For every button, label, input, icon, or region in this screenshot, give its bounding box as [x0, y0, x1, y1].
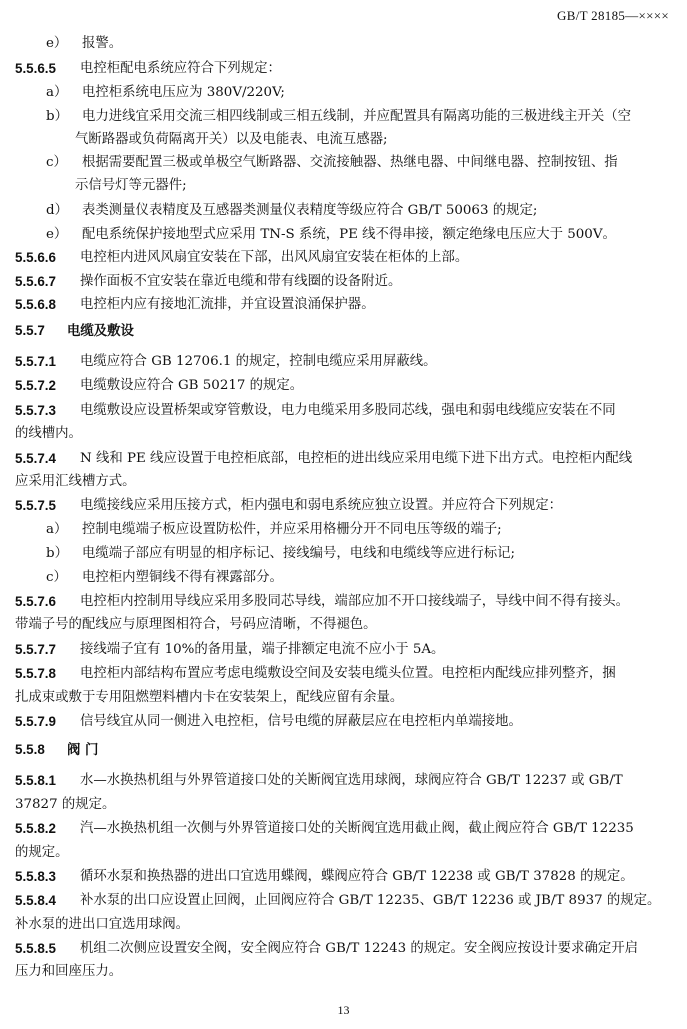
clause-text: 循环水泵和换热器的进出口宜选用蝶阀，蝶阀应符合 GB/T 12238 或 GB/T 37828 的规定。: [80, 869, 634, 884]
clause-number: 5.5.7.5: [15, 498, 56, 513]
document-id-header: GB/T 28185—××××: [557, 8, 669, 23]
clause-text: 37827 的规定。: [15, 797, 116, 812]
clause-text: 信号线宜从同一侧进入电控柜，信号电缆的屏蔽层应在电控柜内单端接地。: [80, 714, 522, 729]
clause-text: 的线槽内。: [15, 426, 82, 441]
section-title: 阀 门: [67, 742, 99, 758]
clause-text: 机组二次侧应设置安全阀，安全阀应符合 GB/T 12243 的规定。安全阀应按设计要求确定开启: [80, 941, 639, 956]
item-label: a）: [46, 85, 68, 100]
clause-number: 5.5.7.1: [15, 354, 56, 369]
clause-text: 汽—水换热机组一次侧与外界管道接口处的关断阀宜选用截止阀，截止阀应符合 GB/T 12235: [80, 821, 634, 836]
section-title: 电缆及敷设: [67, 323, 134, 339]
item-label: b）: [46, 546, 68, 561]
clause-number: 5.5.7.3: [15, 403, 56, 418]
clause-number: 5.5.8.2: [15, 821, 56, 836]
clause-number: 5.5.7.8: [15, 666, 56, 681]
clause-text: 电控柜配电系统应符合下列规定：: [80, 61, 281, 76]
clause-number: 5.5.8.5: [15, 941, 56, 956]
clause-text: 电缆应符合 GB 12706.1 的规定，控制电缆应采用屏蔽线。: [80, 354, 437, 369]
clause-text: 补水泵的出口应设置止回阀，止回阀应符合 GB/T 12235、GB/T 12236 或 JB/T 8937 的规定。: [80, 893, 661, 908]
item-text: 电缆端子部应有明显的相序标记、接线编号，电线和电缆线等应进行标记;: [82, 546, 516, 561]
clause-number: 5.5.7.6: [15, 594, 56, 609]
clause-text: 带端子号的配线应与原理图相符合，号码应清晰，不得褪色。: [15, 617, 377, 632]
clause-text: 操作面板不宜安装在靠近电缆和带有线圈的设备附近。: [80, 274, 402, 289]
item-label: b）: [46, 109, 68, 124]
item-text: 表类测量仪表精度及互感器类测量仪表精度等级应符合 GB/T 50063 的规定;: [82, 203, 538, 218]
clause-text: 电控柜内进风风扇宜安装在下部，出风风扇宜安装在柜体的上部。: [80, 250, 469, 265]
clause-number: 5.5.7.4: [15, 451, 56, 466]
item-text: 示信号灯等元器件;: [75, 178, 187, 193]
clause-text: 电缆接线应采用压接方式，柜内强电和弱电系统应独立设置。并应符合下列规定：: [80, 498, 563, 513]
item-label: c）: [46, 570, 67, 585]
clause-text: 电控柜内应有接地汇流排，并宜设置浪涌保护器。: [80, 297, 375, 312]
clause-number: 5.5.7.7: [15, 642, 56, 657]
clause-text: 压力和回座压力。: [15, 964, 123, 979]
clause-text: 应采用汇线槽方式。: [15, 474, 136, 489]
item-label: c）: [46, 155, 67, 170]
clause-text: 扎成束或敷于专用阻燃塑料槽内卡在安装架上，配线应留有余量。: [15, 690, 404, 705]
clause-text: 水—水换热机组与外界管道接口处的关断阀宜选用球阀，球阀应符合 GB/T 12237 或 GB/T: [80, 773, 623, 788]
clause-text: 的规定。: [15, 845, 69, 860]
clause-number: 5.5.7.9: [15, 714, 56, 729]
clause-text: 接线端子宜有 10%的备用量，端子排额定电流不应小于 5A。: [80, 642, 445, 657]
item-text: 配电系统保护接地型式应采用 TN-S 系统，PE 线不得串接，额定绝缘电压应大于 500V。: [82, 227, 616, 242]
item-text: 电控柜内塑铜线不得有裸露部分。: [82, 570, 283, 585]
clause-number: 5.5.8.4: [15, 893, 56, 908]
clause-text: 电控柜内部结构布置应考虑电缆敷设空间及安装电缆头位置。电控柜内配线应排列整齐，捆: [80, 666, 616, 681]
item-label: e）: [46, 36, 68, 51]
item-label: d）: [46, 203, 68, 218]
clause-text: 电缆敷设应符合 GB 50217 的规定。: [80, 378, 304, 393]
item-label: e）: [46, 227, 68, 242]
clause-text: 电缆敷设应设置桥架或穿管敷设，电力电缆采用多股同芯线，强电和弱电线缆应安装在不同: [80, 403, 616, 418]
item-text: 气断路器或负荷隔离开关）以及电能表、电流互感器;: [75, 132, 388, 147]
clause-number: 5.5.6.7: [15, 274, 56, 289]
item-text: 电控柜系统电压应为 380V/220V;: [82, 85, 285, 100]
section-number: 5.5.8: [15, 742, 45, 757]
clause-number: 5.5.6.8: [15, 297, 56, 312]
item-text: 电力进线宜采用交流三相四线制或三相五线制，并应配置具有隔离功能的三极进线主开关（空: [82, 109, 632, 124]
clause-text: 补水泵的进出口宜选用球阀。: [15, 917, 190, 932]
clause-number: 5.5.8.1: [15, 773, 56, 788]
clause-text: 电控柜内控制用导线应采用多股同芯导线，端部应加不开口接线端子，导线中间不得有接头。: [80, 594, 630, 609]
clause-number: 5.5.6.5: [15, 61, 56, 76]
item-text: 报警。: [82, 36, 123, 51]
clause-text: N 线和 PE 线应设置于电控柜底部，电控柜的进出线应采用电缆下进下出方式。电控柜内配线: [80, 451, 633, 466]
clause-number: 5.5.7.2: [15, 378, 56, 393]
page-number: 13: [337, 1003, 350, 1017]
clause-number: 5.5.8.3: [15, 869, 56, 884]
item-label: a）: [46, 522, 68, 537]
item-text: 控制电缆端子板应设置防松件，并应采用格栅分开不同电压等级的端子;: [82, 522, 502, 537]
clause-number: 5.5.6.6: [15, 250, 56, 265]
item-text: 根据需要配置三极或单极空气断路器、交流接触器、热继电器、中间继电器、控制按钮、指: [82, 155, 618, 170]
section-number: 5.5.7: [15, 323, 45, 338]
